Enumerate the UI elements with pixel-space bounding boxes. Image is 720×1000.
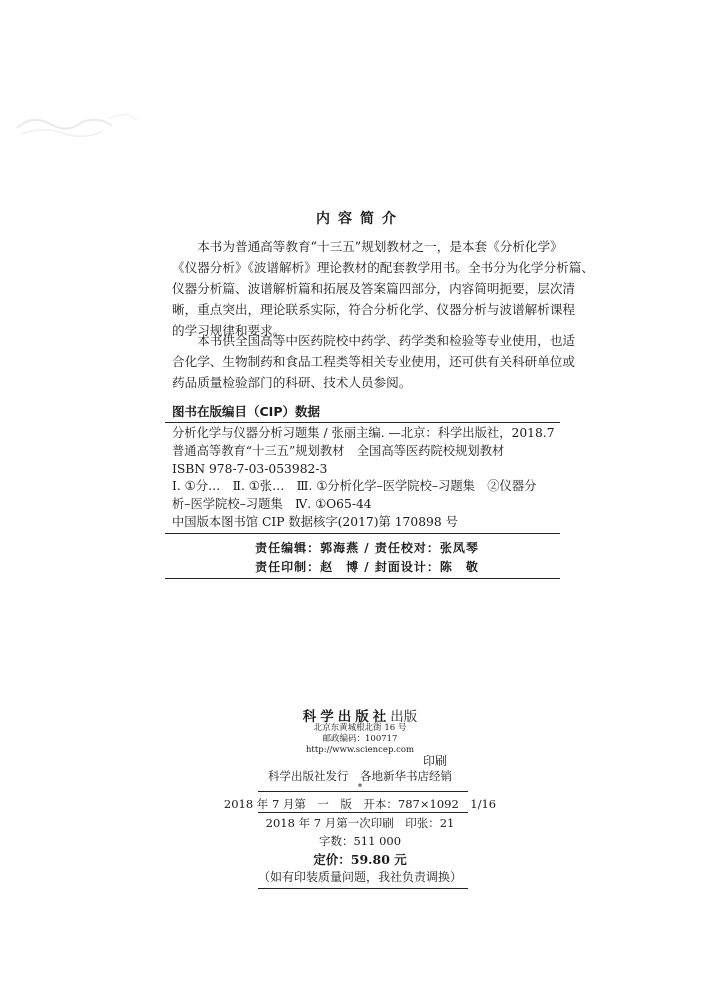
- text-line: 本书为普通高等教育“十三五”规划教材之一，是本套《分析化学》: [197, 239, 563, 254]
- publisher-line: [0, 705, 720, 725]
- cip-line: 中国版本图书馆 CIP 数据核字(2017)第 170898 号: [172, 514, 458, 529]
- summary-paragraph-1: [172, 236, 594, 341]
- text-line: 《仪器分析》《波谱解析》理论教材的配套教学用书。全书分为化学分析篇、: [172, 260, 594, 275]
- text-line: 晰，重点突出，理论联系实际，符合分析化学、仪器分析与波谱解析课程: [172, 302, 575, 317]
- char-count: 字数：511 000: [318, 834, 402, 848]
- text-line: 的学习规律和要求。: [172, 323, 286, 338]
- publisher-address: 北京东黄城根北街 16 号: [313, 723, 407, 733]
- price: 定价：59.80 元: [313, 852, 407, 867]
- staff-production: 责任印制：赵 博 / 封面设计：陈 敬: [255, 560, 479, 574]
- staff-editors: 责任编辑：郭海燕 / 责任校对：张凤琴: [255, 541, 479, 555]
- divider: [258, 812, 468, 813]
- text-line: 药品质量检验部门的科研、技术人员参阅。: [172, 375, 412, 390]
- publisher-suffix: 出版: [390, 709, 418, 725]
- printing-info: 2018 年 7 月第一次印刷 印张：21: [265, 816, 455, 830]
- divider: [258, 791, 468, 792]
- decorative-watermark: [12, 106, 142, 146]
- text-line: 合化学、生物制药和食品工程类等相关专业使用，还可供有关科研单位或: [172, 354, 575, 369]
- quality-notice: （如有印装质量问题，我社负责调换）: [257, 870, 462, 884]
- cip-record: [172, 425, 562, 532]
- divider: [258, 888, 468, 889]
- distribution: 科学出版社发行 各地新华书店经销: [268, 769, 452, 783]
- star-separator: *: [357, 783, 363, 793]
- cip-line: Ⅰ. ①分… Ⅱ. ①张… Ⅲ. ①分析化学–医学院校–习题集 ②仪器分: [172, 479, 537, 494]
- edition-info: 2018 年 7 月第 一 版 开本：787×1092 1/16: [223, 797, 497, 811]
- cip-line: 析–医学院校–习题集 Ⅳ. ①O65-44: [172, 497, 372, 512]
- cip-heading: 图书在版编目（CIP）数据: [172, 404, 320, 419]
- publisher-url: http://www.sciencep.com: [305, 745, 415, 755]
- text-line: 本书供全国高等中医药院校中药学、药学类和检验等专业使用，也适: [197, 333, 575, 348]
- divider: [165, 578, 560, 579]
- printer: 印刷: [423, 754, 448, 768]
- cip-line: ISBN 978-7-03-053982-3: [172, 461, 328, 476]
- cip-line: 分析化学与仪器分析习题集 / 张丽主编. —北京：科学出版社，2018.7: [172, 426, 555, 440]
- summary-paragraph-2: [172, 330, 575, 393]
- publisher-name: 科学出版社: [302, 709, 391, 725]
- publisher-postcode: 邮政编码：100717: [322, 734, 398, 744]
- text-line: 仪器分析篇、波谱解析篇和拓展及答案篇四部分，内容简明扼要，层次清: [172, 281, 575, 296]
- summary-title: 内容简介: [316, 211, 404, 227]
- cip-line: 普通高等教育“十三五”规划教材 全国高等医药院校规划教材: [172, 443, 505, 458]
